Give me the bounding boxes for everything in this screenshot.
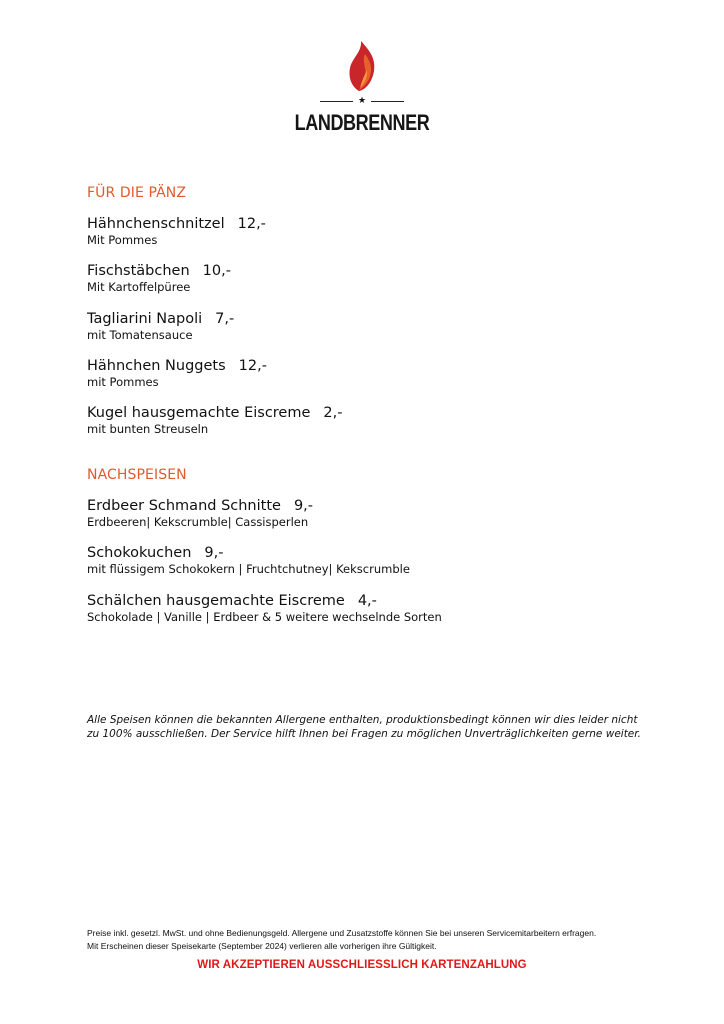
dish-name: Schokokuchen: [87, 545, 192, 561]
allergen-note-line: zu 100% ausschließen. Der Service hilft Ihnen bei Fragen zu möglichen Unverträglichkeiten gerne weiter.: [87, 728, 641, 740]
dish-description: Erdbeeren| Kekscrumble| Cassisperlen: [87, 515, 309, 529]
logo-divider: [0, 96, 724, 106]
footer-line: Preise inkl. gesetzl. MwSt. und ohne Bedienungsgeld. Allergene und Zusatzstoffe können Sie bei unseren Servicemitarbeitern erfragen.: [87, 928, 597, 938]
dish-description: mit bunten Streuseln: [87, 422, 209, 436]
flame-icon: [347, 40, 377, 92]
dish-description: Schokolade | Vanille | Erdbeer & 5 weitere wechselnde Sorten: [87, 610, 442, 624]
menu-item: [87, 215, 266, 247]
footer-notes: [87, 927, 596, 953]
menu-item: [87, 357, 267, 389]
dish-price: 9,-: [293, 498, 314, 514]
dish-price: 10,-: [202, 263, 231, 279]
menu-item: [87, 310, 234, 342]
dish-description: mit Tomatensauce: [87, 328, 193, 342]
allergen-note-line: Alle Speisen können die bekannten Allergene enthalten, produktionsbedingt können wir dies leider nicht: [87, 714, 638, 726]
dish-name: Erdbeer Schmand Schnitte: [87, 498, 281, 514]
menu-item: [87, 404, 342, 436]
dish-price: 2,-: [323, 405, 343, 421]
menu-item: [87, 592, 442, 624]
dish-name: Tagliarini Napoli: [87, 311, 203, 327]
dish-description: Mit Kartoffelpüree: [87, 280, 191, 294]
dish-price: 9,-: [204, 545, 224, 561]
section-title-kids: FÜR DIE PÄNZ: [87, 185, 187, 201]
allergen-note: [87, 713, 647, 741]
dish-price: 4,-: [357, 593, 377, 609]
dish-description: mit flüssigem Schokokern | Fruchtchutney| Kekscrumble: [87, 562, 410, 576]
menu-item: [87, 497, 313, 529]
menu-item: [87, 262, 231, 294]
dish-price: 7,-: [215, 311, 235, 327]
footer-line: Mit Erscheinen dieser Speisekarte (September 2024) verlieren alle vorherigen ihre Gültigkeit.: [87, 941, 437, 951]
dish-name: Schälchen hausgemachte Eiscreme: [87, 593, 345, 609]
star-icon: ★: [357, 96, 367, 106]
dish-description: Mit Pommes: [87, 233, 158, 247]
dish-description: mit Pommes: [87, 375, 159, 389]
dish-name: Hähnchenschnitzel: [87, 216, 225, 232]
brand-name: LANDBRENNER: [294, 110, 430, 135]
dish-price: 12,-: [238, 358, 267, 374]
dish-name: Fischstäbchen: [87, 263, 190, 279]
menu-item: [87, 544, 410, 576]
payment-notice: WIR AKZEPTIEREN AUSSCHLIESSLICH KARTENZAHLUNG: [197, 959, 527, 971]
dish-name: Kugel hausgemachte Eiscreme: [87, 405, 311, 421]
dish-price: 12,-: [237, 216, 266, 232]
section-title-desserts: NACHSPEISEN: [87, 467, 187, 483]
logo: [0, 40, 724, 136]
dish-name: Hähnchen Nuggets: [87, 358, 226, 374]
